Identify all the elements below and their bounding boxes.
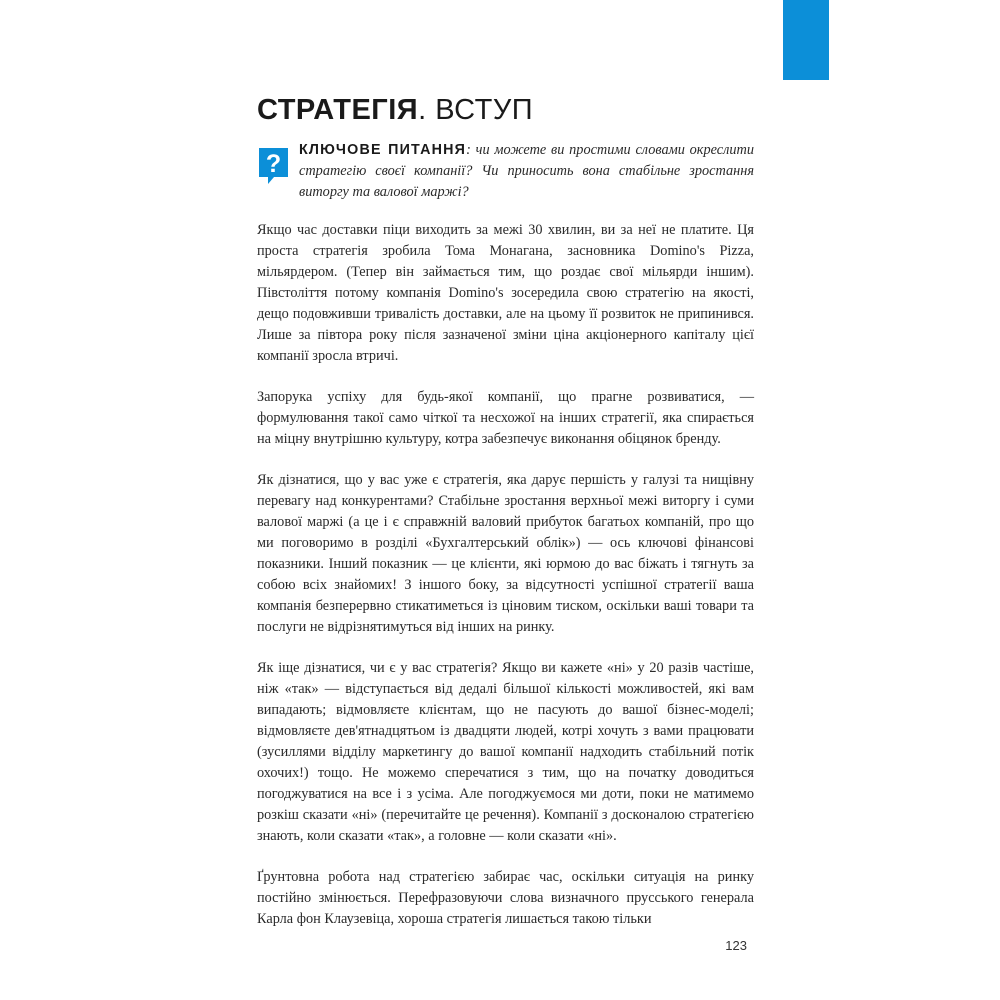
question-mark-glyph: ? (265, 150, 282, 178)
paragraph-5: Ґрунтовна робота над стратегією забирає час, оскільки ситуація на ринку постійно змінюється. Перефразовуючи слова визначного прусського генерала Карла фон Клаузевіца, хороша стратегія лишається такою тільки (257, 869, 754, 927)
key-question-box (257, 140, 754, 203)
paragraph-4: Як іще дізнатися, чи є у вас стратегія? Якщо ви кажете «ні» у 20 разів частіше, ніж «так» — відступається від дедалі більшої кількості можливостей, які вам випадають; відмовляєте клієнтам, що не пасують до вашої бізнес-моделі; відмовляєте дев'ятнадцятьом із двадцяти людей, котрі хочуть з вами працювати (зусиллями відділу маркетингу до вашої компанії надходить стабільний потік охочих!) тощо. Не можемо сперечатися з тим, що на початку доводиться погоджуватися на все і з усіма. Але погоджуємося ми доти, поки не матимемо розкіш сказати «ні» (перечитайте це речення). Компанії з досконалою стратегією знають, коли сказати «так», а головне — коли сказати «ні». (257, 660, 754, 844)
page-number: 123 (725, 938, 747, 953)
key-question-label: КЛЮЧОВЕ ПИТАННЯ (299, 142, 467, 158)
page-title (257, 88, 533, 132)
key-question-text (299, 140, 754, 203)
body-text (257, 220, 754, 950)
paragraph-3: Як дізнатися, що у вас уже є стратегія, яка дарує першість у галузі та нищівну перевагу над конкурентами? Стабільне зростання верхньої межі виторгу і суми валової маржі (а це і є справжній валовий прибуток багатьох компаній, про що ми поговоримо в розділі «Бухгалтерський облік») — ось ключові фінансові показники. Інший показник — це клієнти, які юрмою до вас біжать і тягнуть за собою всіх знайомих! З іншого боку, за відсутності успішної стратегії ваша компанія безперервно стикатиметься із ціновим тиском, оскільки ваші товари та послуги не відрізнятимуться від інших на ринку. (257, 472, 754, 635)
paragraph-1: Якщо час доставки піци виходить за межі 30 хвилин, ви за неї не платите. Ця проста стратегія зробила Тома Монагана, засновника Domino's Pizza, мільярдером. (Тепер він займається тим, що роздає свої мільярди іншим). Півстоліття потому компанія Domino's зосередила свою стратегію на якості, дещо подовживши тривалість доставки, але на цьому її розвиток не припинився. Лише за півтора року після зазначеної зміни ціна акціонерного капіталу цієї компанії зросла втричі. (257, 222, 754, 364)
page-title-bold: СТРАТЕГІЯ (257, 94, 419, 126)
chapter-tab-marker (783, 0, 829, 80)
paragraph-2: Запорука успіху для будь-якої компанії, що прагне розвиватися, — формулювання такої само чіткої та несхожої на інших стратегії, яка спирається на міцну внутрішню культуру, котра забезпечує виконання обіцянок бренду. (257, 389, 754, 447)
question-mark-icon (257, 146, 290, 186)
key-question-body: : чи можете ви простими словами окреслити стратегію своєї компанії? Чи приносить вона стабільне зростання виторгу та валової маржі? (299, 142, 754, 200)
page-title-rest: . ВСТУП (418, 94, 534, 126)
